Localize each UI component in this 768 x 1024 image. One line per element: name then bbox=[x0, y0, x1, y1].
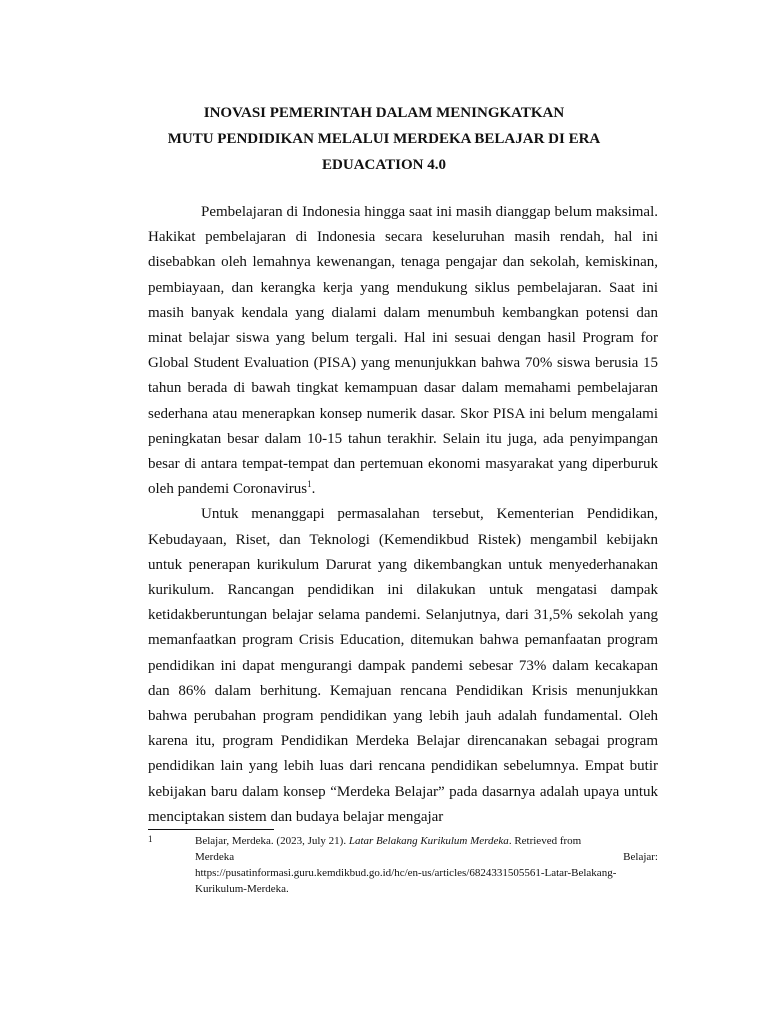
footnote-source-left: Merdeka bbox=[195, 851, 235, 863]
footnote-url[interactable]: https://pusatinformasi.guru.kemdikbud.go.id/hc/en-us/articles/6824331505561-Latar-Belakang-Kurikulum-Merdeka. bbox=[195, 867, 617, 895]
footnote bbox=[148, 833, 658, 897]
title-line-1: INOVASI PEMERINTAH DALAM MENINGKATKAN bbox=[203, 105, 565, 121]
paragraph-2 bbox=[148, 502, 658, 830]
paragraph-1-text: Pembelajaran di Indonesia hingga saat ini masih dianggap belum maksimal. Hakikat pembelajaran di Indonesia secara keseluruhan masih rendah, hal ini disebabkan oleh lemahnya kewenangan, tenaga pengajar dan sekolah, kemiskinan, pembiayaan, dan kerangka kerja yang mendukung siklus pembelajaran. Saat ini masih banyak kendala yang dialami dalam menumbuh kembangkan potensi dan minat belajar siswa yang belum tergali. Hal ini sesuai dengan hasil Program for Global Student Evaluation (PISA) yang menunjukkan bahwa 70% siswa berusia 15 tahun berada di bawah tingkat kemampuan dasar dalam memahami pembelajaran sederhana atau menerapkan konsep numerik dasar. Skor PISA ini belum mengalami peningkatan besar dalam 10-15 tahun terakhir. Selain itu juga, ada penyimpangan besar di antara tempat-tempat dan pertemuan ekonomi masyarakat yang diperburuk oleh pandemi Coronavirus bbox=[148, 204, 658, 498]
footnote-line-2 bbox=[195, 849, 658, 865]
document-title bbox=[110, 100, 658, 178]
paragraph-1 bbox=[148, 200, 658, 502]
paragraph-2-text: Untuk menanggapi permasalahan tersebut, Kementerian Pendidikan, Kebudayaan, Riset, dan Teknologi (Kemendikbud Ristek) mengambil kebijakn untuk penerapan kurikulum Darurat yang dikembangkan untuk menyederhanakan kurikulum. Rancangan pendidikan ini dilakukan untuk mengatasi dampak ketidakberuntungan belajar selama pandemi. Selanjutnya, dari 31,5% sekolah yang memanfaatkan program Crisis Education, ditemukan bahwa pemanfaatan program pendidikan ini dapat mengurangi dampak pandemi sebesar 73% dalam kecakapan dan 86% dalam berhitung. Kemajuan rencana Pendidikan Krisis menunjukkan bahwa perubahan program pendidikan yang lebih jauh adalah fundamental. Oleh karena itu, program Pendidikan Merdeka Belajar direncanakan sebagai program pendidikan lain yang lebih luas dari rencana pendidikan sebelumnya. Empat butir kebijakan baru dalam konsep “Merdeka Belajar” pada dasarnya adalah upaya untuk menciptakan sistem dan budaya belajar mengajar bbox=[148, 506, 658, 825]
title-line-2: MUTU PENDIDIKAN MELALUI MERDEKA BELAJAR DI ERA bbox=[167, 131, 601, 147]
title-line-3: EDUACATION 4.0 bbox=[322, 157, 446, 173]
footnote-source-right: Belajar: bbox=[623, 851, 658, 863]
footnote-body bbox=[195, 833, 658, 897]
footnote-authors: Belajar, Merdeka. (2023, July 21). bbox=[195, 835, 349, 847]
paragraph-1-end: . bbox=[311, 481, 316, 498]
footnote-title: Latar Belakang Kurikulum Merdeka bbox=[348, 835, 509, 847]
footnote-retrieved: . Retrieved from bbox=[508, 835, 582, 847]
footnote-reference[interactable]: 1 bbox=[307, 479, 312, 490]
footnote-separator bbox=[148, 829, 274, 830]
footnote-mark: 1 bbox=[148, 834, 153, 844]
footnote-line-1 bbox=[195, 833, 658, 849]
body-text bbox=[148, 200, 658, 830]
